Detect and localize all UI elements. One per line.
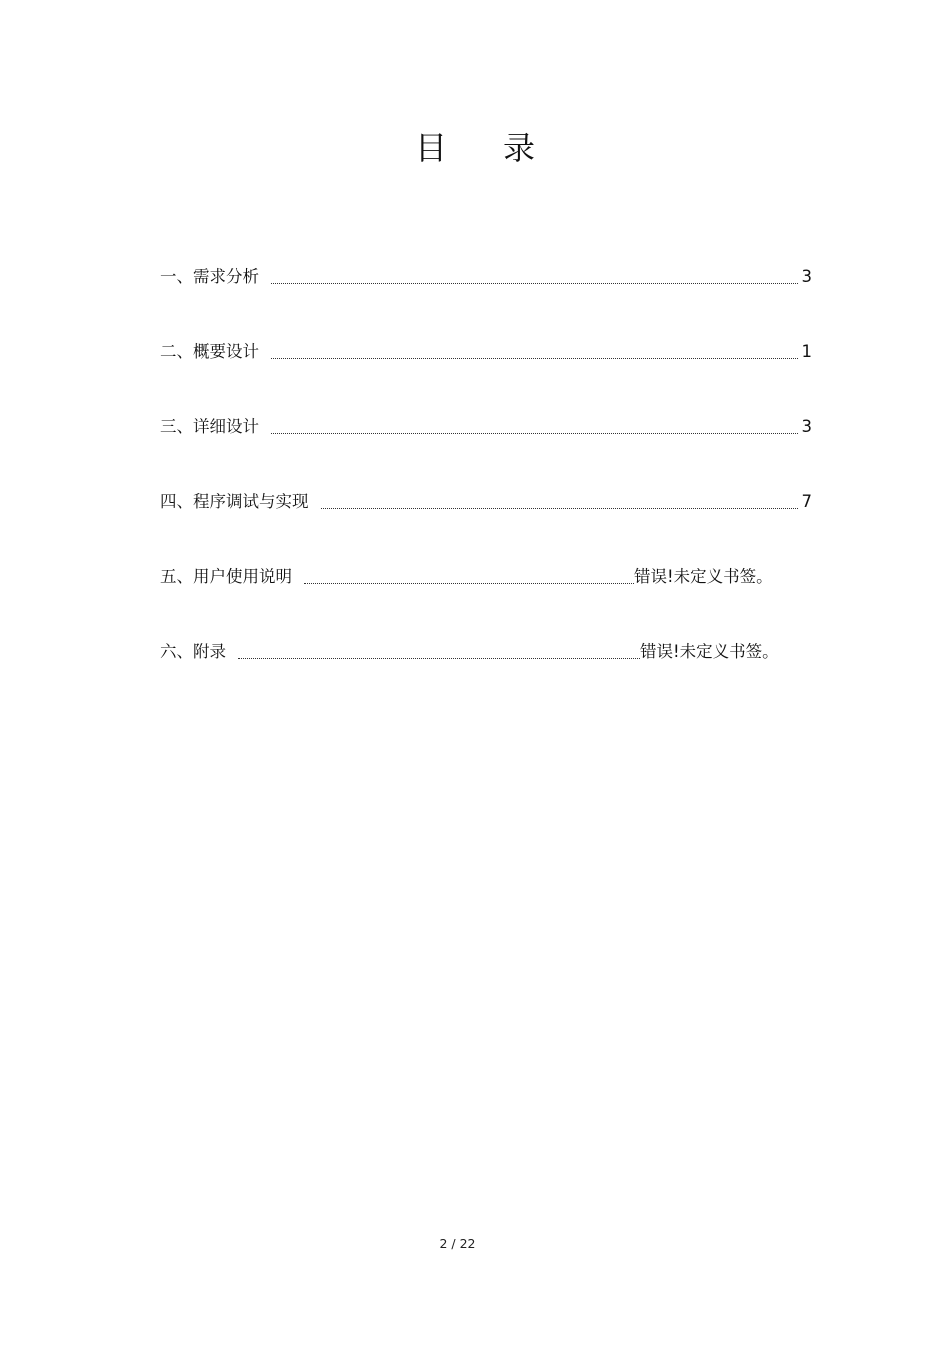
toc-entry-label: 三、详细设计 bbox=[160, 417, 259, 436]
footer-total-pages: 22 bbox=[459, 1236, 476, 1251]
toc-entry-requirements[interactable] bbox=[160, 262, 820, 337]
toc-entry-label: 二、概要设计 bbox=[160, 342, 259, 361]
toc-title-char: 录 bbox=[503, 129, 536, 167]
toc-dot-leader bbox=[321, 487, 799, 517]
toc-title bbox=[0, 126, 950, 170]
toc-entry-page: 错误!未定义书签。 bbox=[634, 567, 773, 586]
toc-dot-leader bbox=[271, 337, 798, 367]
toc-entry-user-guide[interactable] bbox=[160, 562, 820, 637]
footer-separator: / bbox=[451, 1236, 456, 1251]
toc-dot-leader bbox=[304, 562, 634, 592]
toc-entry-page: 3 bbox=[801, 267, 812, 286]
page-footer bbox=[0, 1234, 915, 1254]
toc-entry-label: 一、需求分析 bbox=[160, 267, 259, 286]
footer-page-number: 2 bbox=[439, 1236, 448, 1251]
toc-entry-label: 六、附录 bbox=[160, 642, 226, 661]
toc-entry-page: 1 bbox=[801, 342, 812, 361]
toc-dot-leader bbox=[238, 637, 640, 667]
toc-dot-leader bbox=[271, 262, 798, 292]
toc-entry-label: 五、用户使用说明 bbox=[160, 567, 292, 586]
toc-entry-page: 3 bbox=[801, 417, 812, 436]
toc-list bbox=[160, 262, 820, 712]
toc-entry-page: 错误!未定义书签。 bbox=[640, 642, 779, 661]
toc-entry-page: 7 bbox=[801, 492, 812, 511]
toc-title-char: 目 bbox=[414, 129, 447, 167]
toc-entry-detailed-design[interactable] bbox=[160, 412, 820, 487]
toc-entry-outline-design[interactable] bbox=[160, 337, 820, 412]
toc-dot-leader bbox=[271, 412, 798, 442]
toc-entry-appendix[interactable] bbox=[160, 637, 820, 712]
toc-entry-label: 四、程序调试与实现 bbox=[160, 492, 309, 511]
toc-entry-debugging[interactable] bbox=[160, 487, 820, 562]
